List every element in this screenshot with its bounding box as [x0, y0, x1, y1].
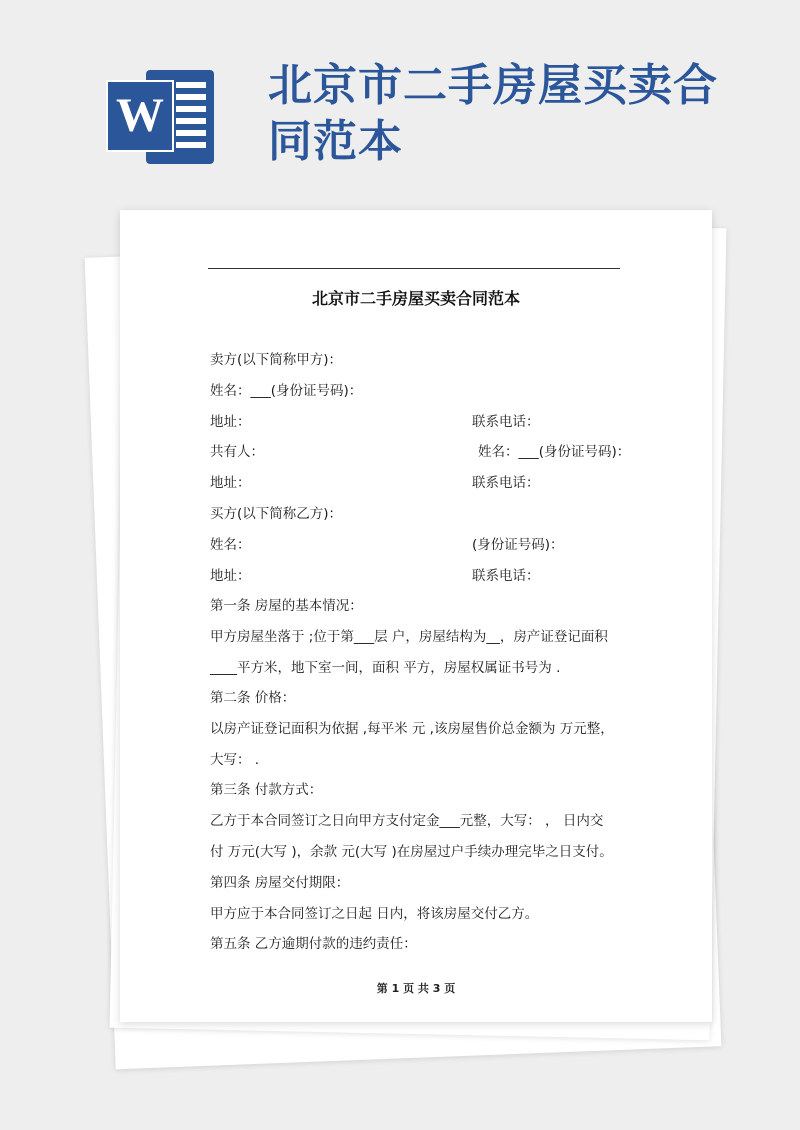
line-text: 第五条 乙方逾期付款的违约责任：	[210, 936, 417, 952]
line-right-text: 联系电话：	[472, 475, 540, 491]
line-text: 地址：	[210, 414, 251, 430]
line-text: 乙方于本合同签订之日向甲方支付定金___元整，大写： ， 日内交	[210, 813, 604, 829]
document-line	[210, 628, 608, 646]
document-line	[210, 751, 259, 769]
document-line	[210, 905, 538, 923]
document-line	[210, 812, 603, 830]
line-text: 姓名：___(身份证号码)：	[210, 383, 363, 399]
banner-title: 北京市二手房屋买卖合同范本	[268, 60, 718, 167]
line-text: 以房产证登记面积为依据 ,每平米 元 ,该房屋售价总金额为 万元整，	[210, 721, 614, 737]
document-line	[210, 597, 363, 615]
document-line	[210, 781, 322, 799]
line-text: 卖方(以下简称甲方)：	[210, 352, 343, 368]
line-text: 第三条 付款方式：	[210, 782, 323, 798]
document-line	[210, 351, 342, 369]
word-document-icon	[108, 70, 214, 164]
document-line	[210, 413, 540, 431]
line-text: 地址：	[210, 568, 251, 584]
line-text: 第一条 房屋的基本情况：	[210, 598, 363, 614]
document-line	[210, 689, 295, 707]
header-rule	[208, 268, 620, 269]
word-w-logo: W	[108, 82, 172, 150]
document-line	[210, 935, 417, 953]
line-text: 共有人：	[210, 444, 264, 460]
line-text: 第二条 价格：	[210, 690, 296, 706]
page-number-footer: 第 1 页 共 3 页	[376, 982, 456, 995]
line-right-text: (身份证号码)：	[472, 537, 564, 553]
line-text: 第四条 房屋交付期限：	[210, 875, 350, 891]
document-line	[210, 505, 342, 523]
line-text: 姓名：	[210, 537, 251, 553]
line-text: ____平方米，地下室一间，面积 平方，房屋权属证书号为 .	[210, 660, 561, 676]
line-text: 地址：	[210, 475, 251, 491]
document-line	[210, 843, 613, 861]
document-line	[210, 382, 362, 400]
line-text: 甲方房屋坐落于 ;位于第___层 户，房屋结构为__，房产证登记面积	[210, 629, 608, 645]
document-line	[210, 443, 631, 461]
document-line	[210, 567, 540, 585]
line-right-text: 联系电话：	[472, 568, 540, 584]
document-line	[210, 659, 560, 677]
document-page	[120, 210, 712, 1022]
document-title: 北京市二手房屋买卖合同范本	[311, 289, 520, 308]
document-line	[210, 474, 540, 492]
line-right-text: 联系电话：	[472, 414, 540, 430]
document-line	[210, 874, 349, 892]
line-text: 大写： .	[210, 752, 260, 768]
line-text: 买方(以下简称乙方)：	[210, 506, 343, 522]
document-line	[210, 720, 614, 738]
line-text: 甲方应于本合同签订之日起 日内，将该房屋交付乙方。	[210, 906, 539, 922]
document-line	[210, 536, 564, 554]
line-text: 付 万元(大写 )，余款 元(大写 )在房屋过户手续办理完毕之日支付。	[210, 844, 613, 860]
line-right-text: 姓名：___(身份证号码)：	[478, 444, 631, 460]
